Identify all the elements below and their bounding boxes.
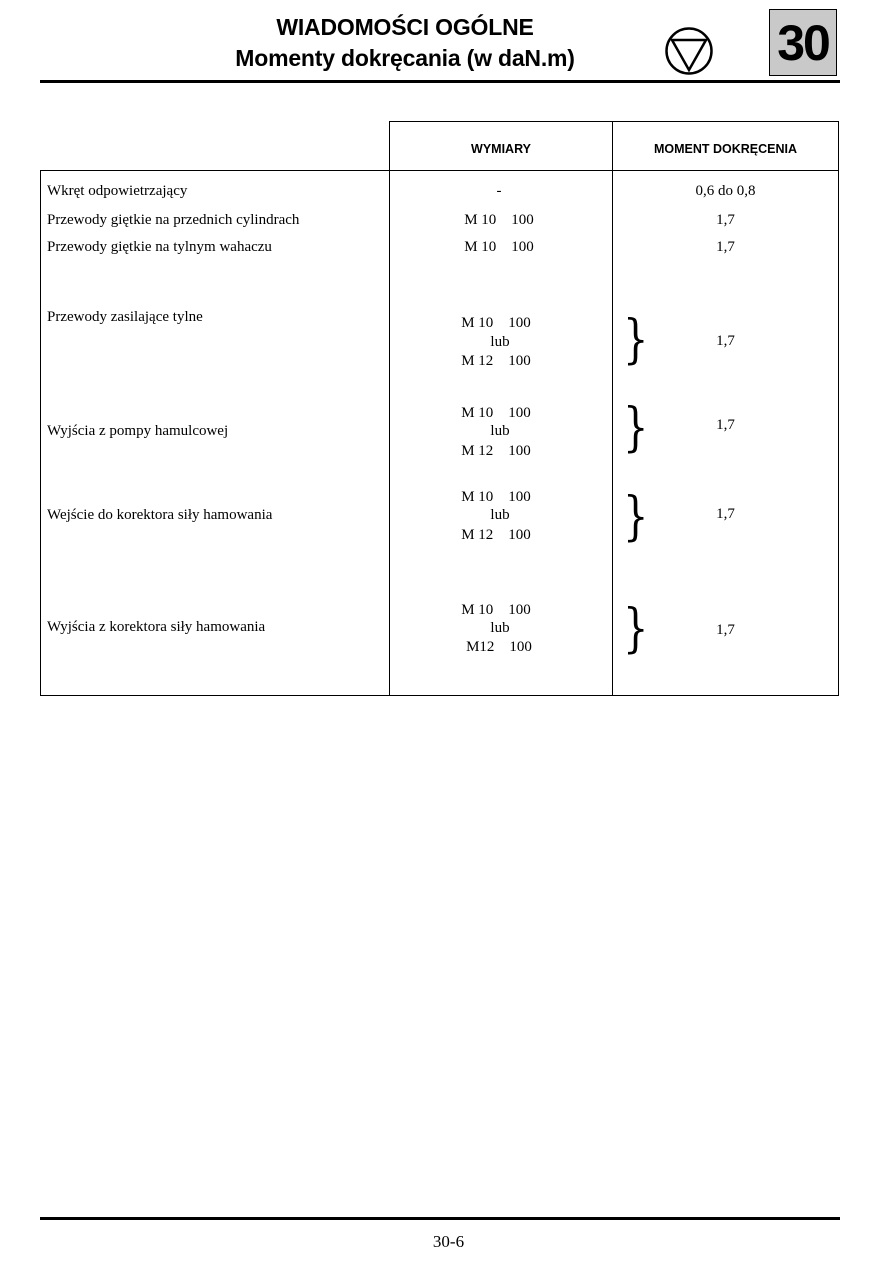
column-header-torque: MOMENT DOKRĘCENIA — [653, 142, 798, 156]
row-dimension: M 12 100 — [461, 353, 531, 369]
row-dimension: M 10 100 — [464, 212, 534, 228]
footer-rule — [40, 1217, 840, 1220]
triangle-in-circle-icon — [664, 26, 714, 76]
row-dimension-or: lub — [490, 423, 510, 439]
row-dimension-or: lub — [490, 334, 510, 350]
row-torque: 0,6 do 0,8 — [695, 183, 756, 199]
row-torque: 1,7 — [716, 506, 735, 522]
row-torque: 1,7 — [716, 239, 735, 255]
row-dimension: M 10 100 — [461, 315, 531, 331]
row-torque: 1,7 — [716, 212, 735, 228]
brace-icon: } — [623, 599, 649, 659]
column-header-dimensions: WYMIARY — [471, 142, 531, 156]
row-label: Wkręt odpowietrzający — [47, 183, 188, 199]
brace-icon: } — [623, 487, 649, 547]
page-subtitle: Momenty dokręcania (w daN.m) — [235, 45, 575, 71]
row-label: Wyjścia z pompy hamulcowej — [47, 423, 229, 439]
table-border-bottom — [40, 695, 839, 696]
chapter-number-badge: 30 — [769, 9, 837, 76]
table-border-left — [40, 170, 41, 696]
row-dimension: M 12 100 — [461, 527, 531, 543]
row-dimension: M 10 100 — [464, 239, 534, 255]
row-label: Przewody giętkie na tylnym wahaczu — [47, 239, 272, 255]
row-torque: 1,7 — [716, 622, 735, 638]
row-dimension-or: lub — [490, 507, 510, 523]
row-torque: 1,7 — [716, 333, 735, 349]
row-label: Przewody giętkie na przednich cylindrach — [47, 212, 300, 228]
row-torque: 1,7 — [716, 417, 735, 433]
page-title: WIADOMOŚCI OGÓLNE — [276, 14, 534, 40]
torque-table — [40, 121, 839, 696]
table-column-divider-2 — [612, 121, 613, 696]
page-number: 30-6 — [432, 1232, 465, 1251]
row-dimension-or: lub — [490, 620, 510, 636]
table-header-divider — [40, 170, 839, 171]
row-label: Przewody zasilające tylne — [47, 309, 203, 325]
row-dimension: - — [496, 183, 502, 199]
row-dimension: M 10 100 — [461, 405, 531, 421]
row-dimension: M 10 100 — [461, 602, 531, 618]
header-rule — [40, 80, 840, 83]
row-dimension: M 12 100 — [461, 443, 531, 459]
brace-icon: } — [623, 398, 649, 458]
table-border-top — [389, 121, 839, 122]
row-label: Wejście do korektora siły hamowania — [47, 507, 273, 523]
row-label: Wyjścia z korektora siły hamowania — [47, 619, 266, 635]
table-border-right — [838, 121, 839, 696]
row-dimension: M12 100 — [466, 639, 532, 655]
brace-icon: } — [623, 310, 649, 370]
row-dimension: M 10 100 — [461, 489, 531, 505]
